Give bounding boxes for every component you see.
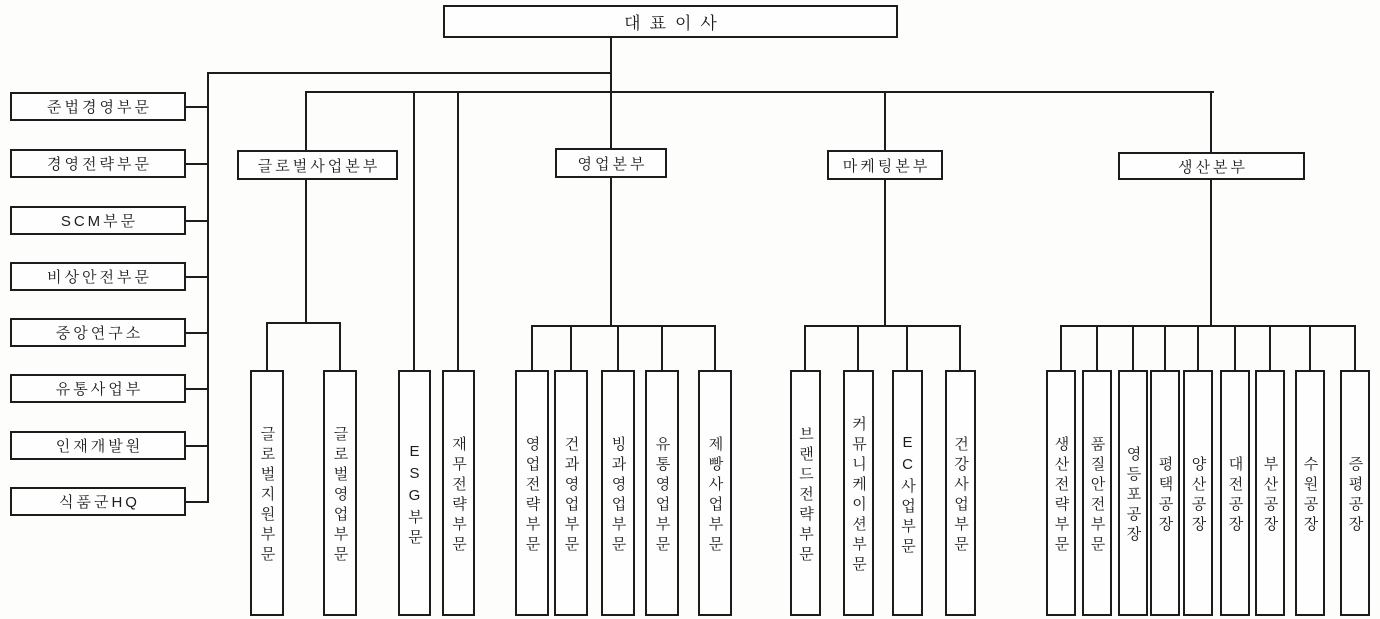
connector-line [531, 325, 716, 327]
org-node-department: 글로벌영업부문 [323, 370, 357, 616]
connector-line [1210, 91, 1212, 154]
connector-line [1269, 325, 1271, 372]
connector-line [207, 72, 610, 74]
connector-line [266, 322, 341, 324]
org-node-department: 유통영업부문 [645, 370, 679, 616]
connector-line [457, 91, 459, 372]
org-node-staff-unit: 유통사업부 [10, 374, 186, 403]
connector-line [906, 325, 908, 372]
connector-line [1164, 325, 1166, 372]
connector-line [1060, 325, 1356, 327]
org-node-department: 양산공장 [1183, 370, 1213, 616]
connector-line [884, 178, 886, 327]
connector-line [305, 91, 1214, 93]
connector-line [804, 325, 961, 327]
org-node-direct-unit: 재무전략부문 [442, 370, 475, 616]
connector-line [1234, 325, 1236, 372]
connector-line [714, 325, 716, 372]
connector-line [884, 91, 886, 152]
connector-line [184, 388, 209, 390]
connector-line [184, 106, 209, 108]
org-node-department: 수원공장 [1295, 370, 1325, 616]
org-node-staff-unit: 중앙연구소 [10, 318, 186, 347]
connector-line [857, 325, 859, 372]
connector-line [184, 445, 209, 447]
connector-line [1197, 325, 1199, 372]
org-node-department: 영업전략부문 [515, 370, 549, 616]
connector-line [1354, 325, 1356, 372]
org-node-division: 영업본부 [555, 148, 667, 178]
org-node-department: EC사업부문 [892, 370, 923, 616]
org-node-department: 영등포공장 [1118, 370, 1148, 616]
org-node-department: 증평공장 [1340, 370, 1370, 616]
org-node-staff-unit: 비상안전부문 [10, 262, 186, 291]
org-node-staff-unit: 경영전략부문 [10, 149, 186, 178]
org-node-department: 커뮤니케이션부문 [843, 370, 874, 616]
org-node-department: 빙과영업부문 [601, 370, 635, 616]
connector-line [184, 332, 209, 334]
connector-line [1210, 178, 1212, 327]
connector-line [617, 325, 619, 372]
connector-line [305, 91, 307, 152]
org-node-department: 생산전략부문 [1046, 370, 1076, 616]
org-node-staff-unit: 준법경영부문 [10, 92, 186, 121]
connector-line [184, 163, 209, 165]
connector-line [610, 37, 612, 152]
connector-line [1060, 325, 1062, 372]
org-node-division: 생산본부 [1118, 152, 1305, 180]
connector-line [1309, 325, 1311, 372]
org-node-division: 글로벌사업본부 [237, 150, 398, 180]
org-node-department: 평택공장 [1150, 370, 1180, 616]
org-node-division: 마케팅본부 [827, 150, 943, 180]
connector-line [661, 325, 663, 372]
connector-line [339, 322, 341, 372]
org-node-department: 글로벌지원부문 [250, 370, 284, 616]
org-node-ceo: 대표이사 [443, 5, 898, 38]
connector-line [1132, 325, 1134, 372]
org-node-staff-unit: SCM부문 [10, 206, 186, 235]
connector-line [570, 325, 572, 372]
connector-line [413, 91, 415, 372]
connector-line [959, 325, 961, 372]
org-node-department: 부산공장 [1255, 370, 1285, 616]
connector-line [305, 178, 307, 324]
org-node-department: 건강사업부문 [945, 370, 976, 616]
org-node-direct-unit: ESG부문 [398, 370, 431, 616]
connector-line [266, 322, 268, 372]
connector-line [184, 276, 209, 278]
connector-line [610, 176, 612, 327]
org-node-department: 브랜드전략부문 [790, 370, 821, 616]
connector-line [804, 325, 806, 372]
org-node-department: 품질안전부문 [1082, 370, 1112, 616]
org-node-department: 제빵사업부문 [698, 370, 732, 616]
connector-line [184, 501, 209, 503]
connector-line [531, 325, 533, 372]
org-node-staff-unit: 인재개발원 [10, 431, 186, 460]
org-node-department: 건과영업부문 [554, 370, 588, 616]
org-node-department: 대전공장 [1220, 370, 1250, 616]
connector-line [184, 220, 209, 222]
connector-line [1096, 325, 1098, 372]
org-node-staff-unit: 식품군HQ [10, 487, 186, 516]
connector-line [207, 72, 209, 503]
